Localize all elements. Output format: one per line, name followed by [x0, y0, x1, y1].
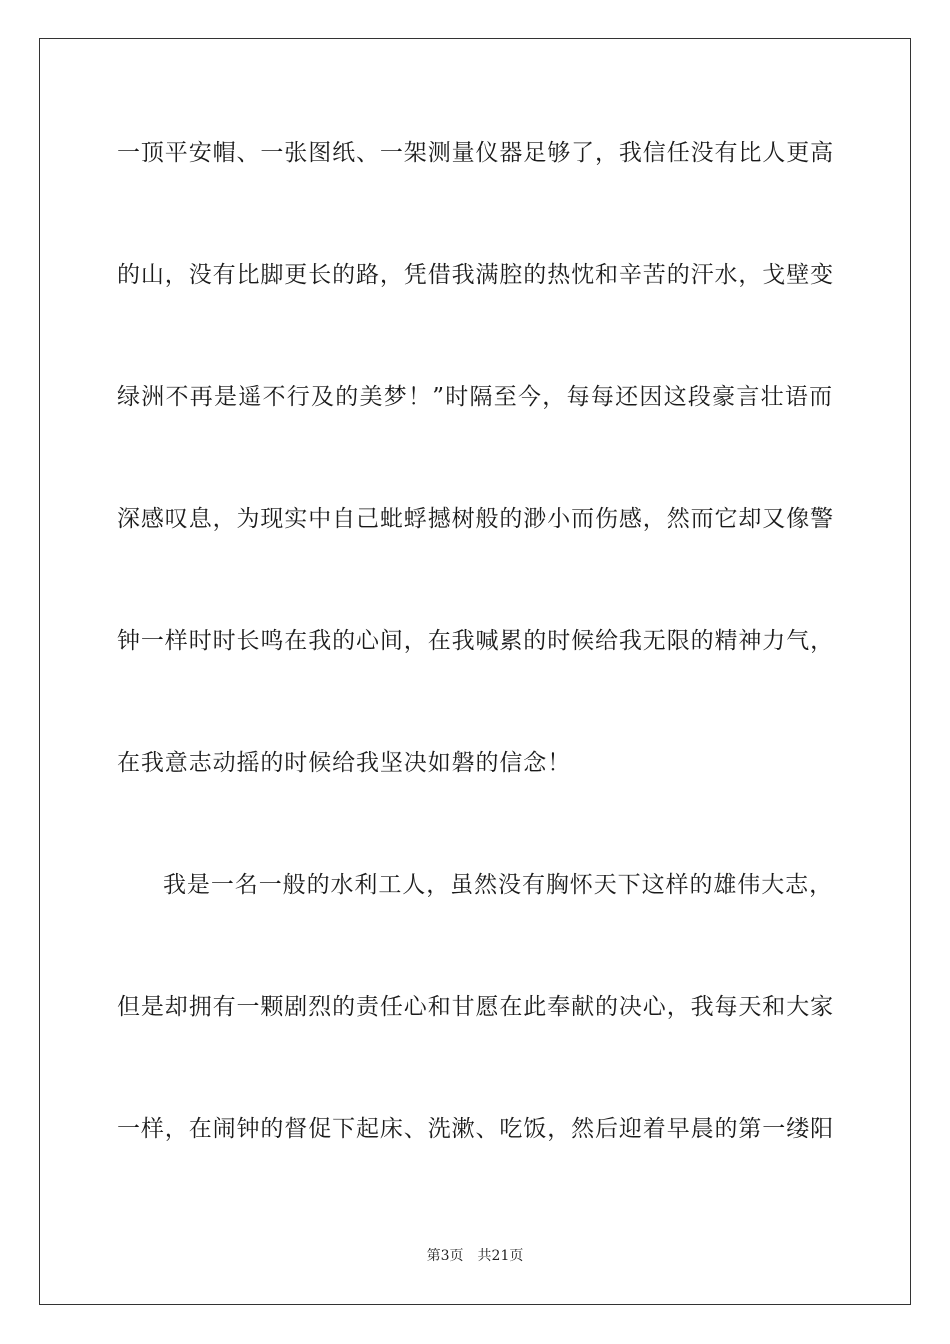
text-line: 绿洲不再是遥不行及的美梦！”时隔至今，每每还因这段豪言壮语而 — [117, 384, 833, 410]
text-line: 在我意志动摇的时候给我坚决如磐的信念！ — [117, 750, 572, 776]
text-line: 的山，没有比脚更长的路，凭借我满腔的热忱和辛苦的汗水，戈壁变 — [117, 262, 834, 288]
text-line: 深感叹息，为现实中自己蚍蜉撼树般的渺小而伤感，然而它却又像警 — [117, 506, 834, 532]
text-line: 一顶平安帽、一张图纸、一架测量仪器足够了，我信任没有比人更高 — [117, 140, 834, 166]
page-total: 共21页 — [477, 1248, 524, 1264]
page-footer — [0, 1246, 950, 1266]
text-line: 钟一样时时长鸣在我的心间，在我喊累的时候给我无限的精神力气， — [117, 628, 834, 654]
text-line: 我是一名一般的水利工人，虽然没有胸怀天下这样的雄伟大志， — [163, 872, 833, 898]
page-number: 第3页 — [426, 1248, 464, 1264]
text-line: 一样，在闹钟的督促下起床、洗漱、吃饭，然后迎着早晨的第一缕阳 — [117, 1116, 834, 1142]
text-line: 但是却拥有一颗剧烈的责任心和甘愿在此奉献的决心，我每天和大家 — [117, 994, 834, 1020]
